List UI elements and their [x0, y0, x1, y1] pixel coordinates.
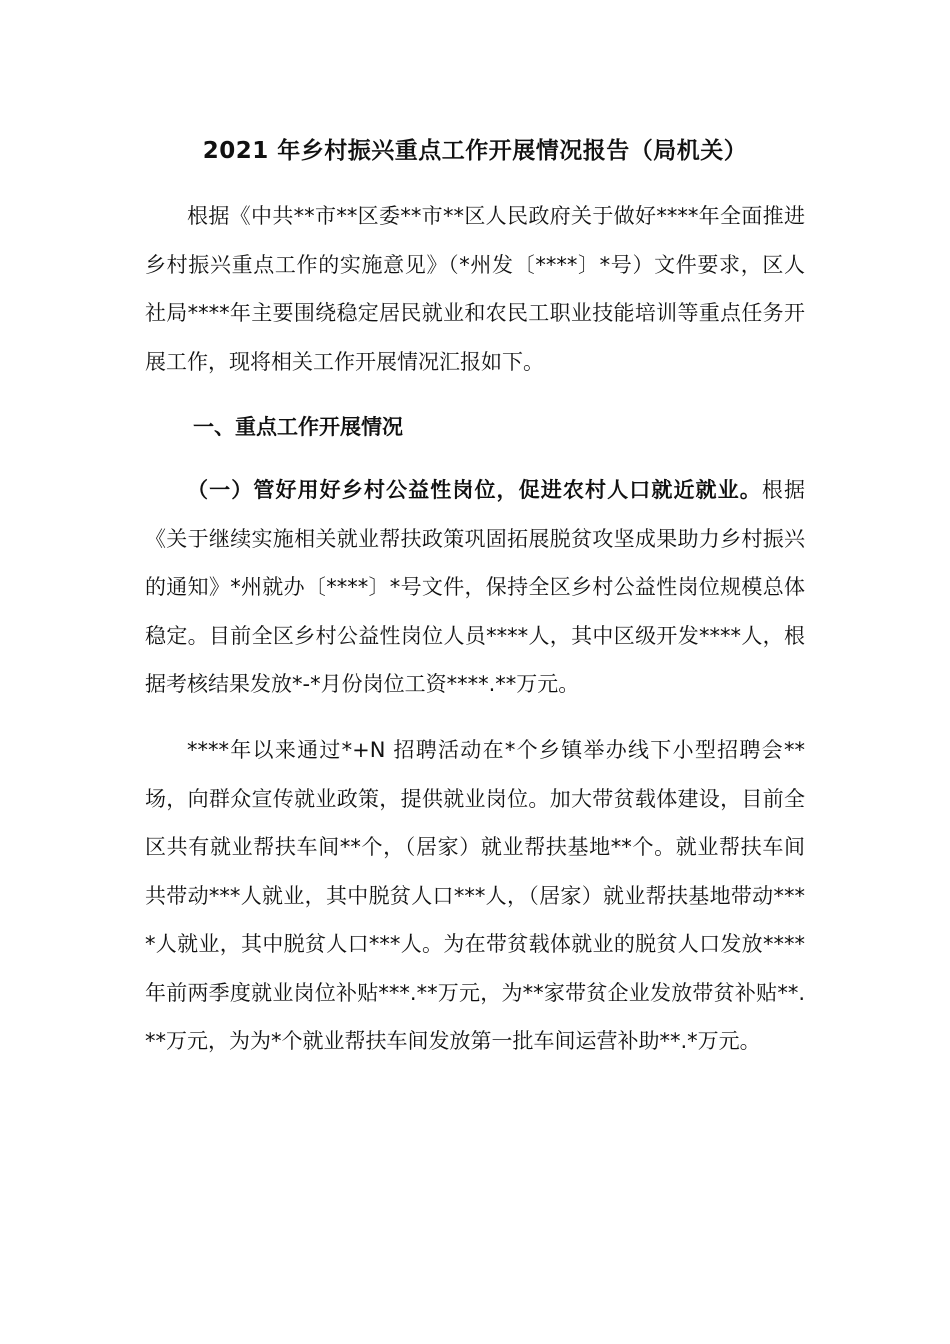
document-title: 2021 年乡村振兴重点工作开展情况报告（局机关） — [202, 138, 748, 164]
body-paragraph-3: ****年以来通过*+N 招聘活动在*个乡镇举办线下小型招聘会**场，向群众宣传就业政策，提供就业岗位。加大带贫载体建设，目前全区共有就业帮扶车间**个，（居家）就业帮扶基地**个。就业帮扶车间共带动***人就业，其中脱贫人口***人，（居家）就业帮扶基地带动****人就业，其中脱贫人口***人。为在带贫载体就业的脱贫人口发放****年前两季度就业岗位补贴***.**万元，为**家带贫企业发放带贫补贴**.**万元，为为*个就业帮扶车间发放第一批车间运营补助**.*万元。 — [145, 738, 805, 1053]
section-heading-1: 一、重点工作开展情况 — [193, 415, 403, 439]
intro-paragraph: 根据《中共**市**区委**市**区人民政府关于做好****年全面推进乡村振兴重点工作的实施意见》（*州发〔****〕*号）文件要求，区人社局****年主要围绕稳定居民就业和农民工职业技能培训等重点任务开展工作，现将相关工作开展情况汇报如下。 — [145, 204, 805, 374]
subsection-paragraph-1 — [145, 466, 805, 709]
subsection-body-1: 根据《关于继续实施相关就业帮扶政策巩固拓展脱贫攻坚成果助力乡村振兴的通知》*州就办〔****〕*号文件，保持全区乡村公益性岗位规模总体稳定。目前全区乡村公益性岗位人员****人，其中区级开发****人，根据考核结果发放*-*月份岗位工资****.**万元。 — [145, 478, 806, 696]
subsection-heading-1: （一）管好用好乡村公益性岗位，促进农村人口就近就业。 — [187, 478, 762, 502]
